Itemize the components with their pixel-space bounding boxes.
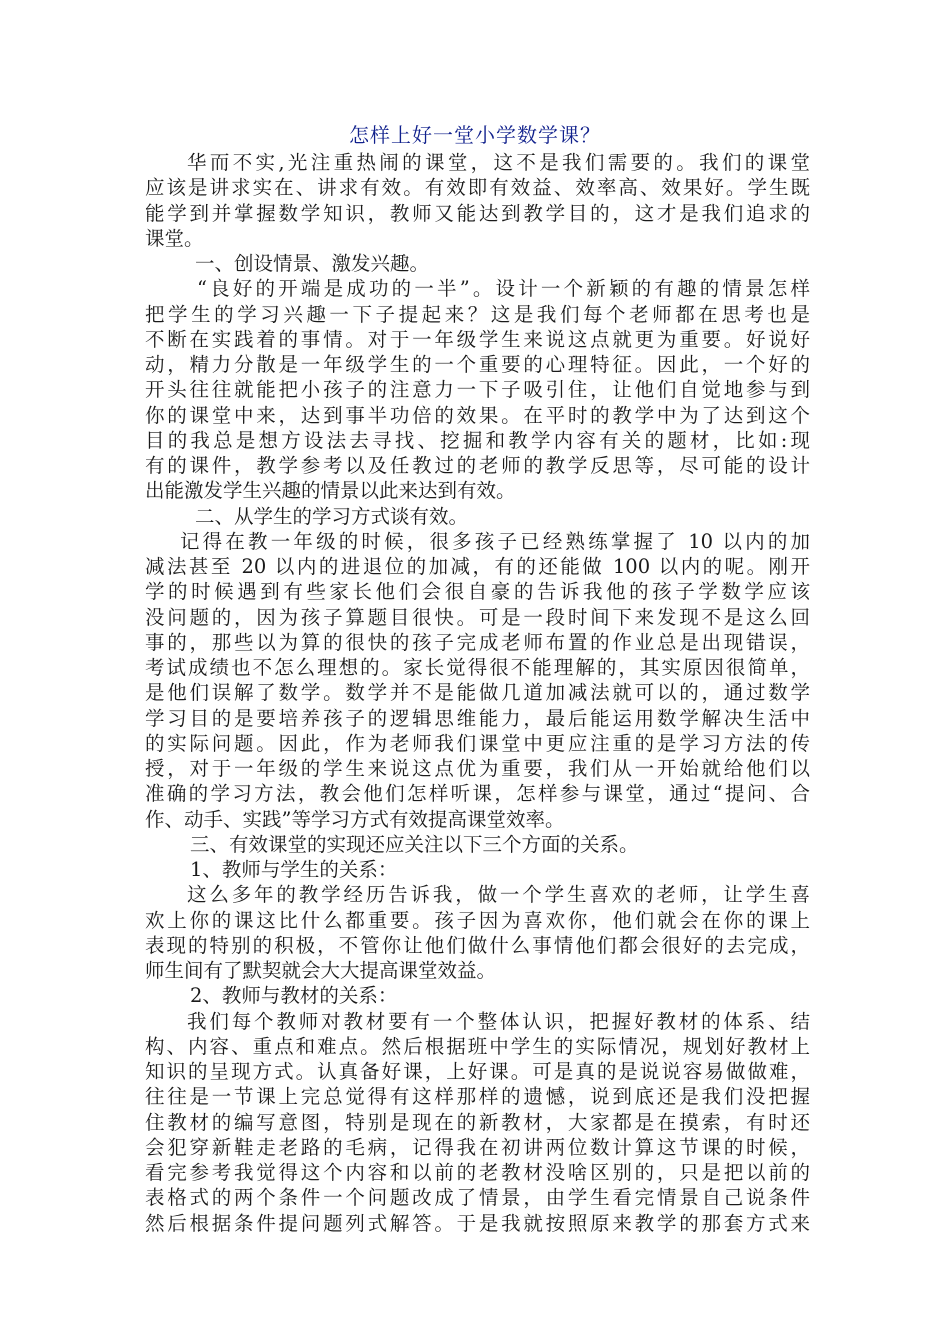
- text-line: 考试成绩也不怎么理想的。家长觉得很不能理解的，其实原因很简单，: [145, 656, 810, 679]
- text-line: 作、动手、实践”等学习方式有效提高课堂效率。: [145, 807, 565, 831]
- text-line: 构、内容、重点和难点。然后根据班中学生的实际情况，规划好教材上: [145, 1034, 810, 1058]
- text-line: 往往是一节课上完总觉得有这样那样的遗憾，说到底还是我们没把握: [145, 1085, 810, 1109]
- text-line: 1、教师与学生的关系：: [190, 858, 398, 881]
- text-line: 授，对于一年级的学生来说这点优为重要，我们从一开始就给他们以: [145, 757, 810, 780]
- text-line: 表格式的两个条件一个问题改成了情景，由学生看完情景自己说条件: [145, 1186, 810, 1210]
- text-line: 记得在教一年级的时候，很多孩子已经熟练掌握了 10 以内的加: [180, 529, 810, 553]
- text-line: 应该是讲求实在、讲求有效。有效即有效益、效率高、效果好。学生既: [145, 176, 810, 200]
- text-line: 准确的学习方法，教会他们怎样听课，怎样参与课堂，通过“提问、合: [145, 782, 810, 806]
- text-line: 把学生的学习兴趣一下子提起来？这是我们每个老师都在思考也是: [145, 302, 810, 326]
- text-line: 华而不实,光注重热闹的课堂，这不是我们需要的。我们的课堂: [187, 151, 810, 174]
- text-line: 的实际问题。因此，作为老师我们课堂中更应注重的是学习方法的传: [145, 731, 810, 755]
- text-line: 不断在实践着的事情。对于一年级学生来说这点就更为重要。好说好: [145, 327, 810, 351]
- text-line: 三、有效课堂的实现还应关注以下三个方面的关系。: [190, 832, 639, 856]
- document-title: 怎样上好一堂小学数学课？: [349, 123, 601, 147]
- text-line: 住教材的编写意图，特别是现在的新教材，大家都是在摸索，有时还: [145, 1110, 810, 1134]
- text-line: 师生间有了默契就会大大提高课堂效益。: [145, 959, 497, 982]
- text-line: 二、从学生的学习方式谈有效。: [195, 504, 469, 528]
- document-body: [145, 150, 810, 1236]
- text-line: 目的我总是想方设法去寻找、挖掘和教学内容有关的题材，比如:现: [145, 428, 810, 452]
- text-line: 没问题的，因为孩子算题目很快。可是一段时间下来发现不是这么回: [145, 605, 810, 629]
- text-line: 欢上你的课这比什么都重要。孩子因为喜欢你，他们就会在你的课上: [145, 908, 810, 932]
- text-line: 看完参考我觉得这个内容和以前的老教材没啥区别的，只是把以前的: [145, 1161, 810, 1184]
- text-line: 这么多年的教学经历告诉我，做一个学生喜欢的老师，让学生喜: [187, 883, 810, 907]
- text-line: “良好的开端是成功的一半”。设计一个新颖的有趣的情景怎样: [197, 277, 810, 301]
- text-line: 学的时候遇到有些家长他们会很自豪的告诉我他的孩子学数学应该: [145, 580, 810, 604]
- text-line: 2、教师与教材的关系：: [190, 984, 398, 1008]
- text-line: 能学到并掌握数学知识，教师又能达到教学目的，这才是我们追求的: [145, 201, 810, 225]
- text-line: 是他们误解了数学。数学并不是能做几道加减法就可以的，通过数学: [145, 681, 810, 705]
- text-line: 出能激发学生兴趣的情景以此来达到有效。: [145, 479, 516, 503]
- text-line: 知识的呈现方式。认真备好课，上好课。可是真的是说说容易做做难，: [145, 1060, 810, 1083]
- text-line: 你的课堂中来，达到事半功倍的效果。在平时的教学中为了达到这个: [145, 403, 810, 427]
- text-line: 有的课件，教学参考以及任教过的老师的教学反思等，尽可能的设计: [145, 454, 810, 477]
- text-line: 表现的特别的积极，不管你让他们做什么事情他们都会很好的去完成，: [145, 933, 810, 957]
- text-line: 会犯穿新鞋走老路的毛病，记得我在初讲两位数计算这节课的时候，: [145, 1135, 810, 1159]
- text-line: 课堂。: [145, 226, 204, 250]
- text-line: 一、创设情景、激发兴趣。: [195, 252, 430, 275]
- text-line: 开头往往就能把小孩子的注意力一下子吸引住，让他们自觉地参与到: [145, 378, 810, 402]
- text-line: 动，精力分散是一年级学生的一个重要的心理特征。因此，一个好的: [145, 353, 810, 376]
- text-line: 减法甚至 20 以内的进退位的加减，有的还能做 100 以内的呢。刚开: [145, 555, 810, 578]
- text-line: 事的，那些以为算的很快的孩子完成老师布置的作业总是出现错误，: [145, 630, 810, 654]
- text-line: 然后根据条件提问题列式解答。于是我就按照原来教学的那套方式来: [145, 1211, 810, 1235]
- text-line: 学习目的是要培养孩子的逻辑思维能力，最后能运用数学解决生活中: [145, 706, 810, 730]
- text-line: 我们每个教师对教材要有一个整体认识，把握好教材的体系、结: [187, 1009, 810, 1033]
